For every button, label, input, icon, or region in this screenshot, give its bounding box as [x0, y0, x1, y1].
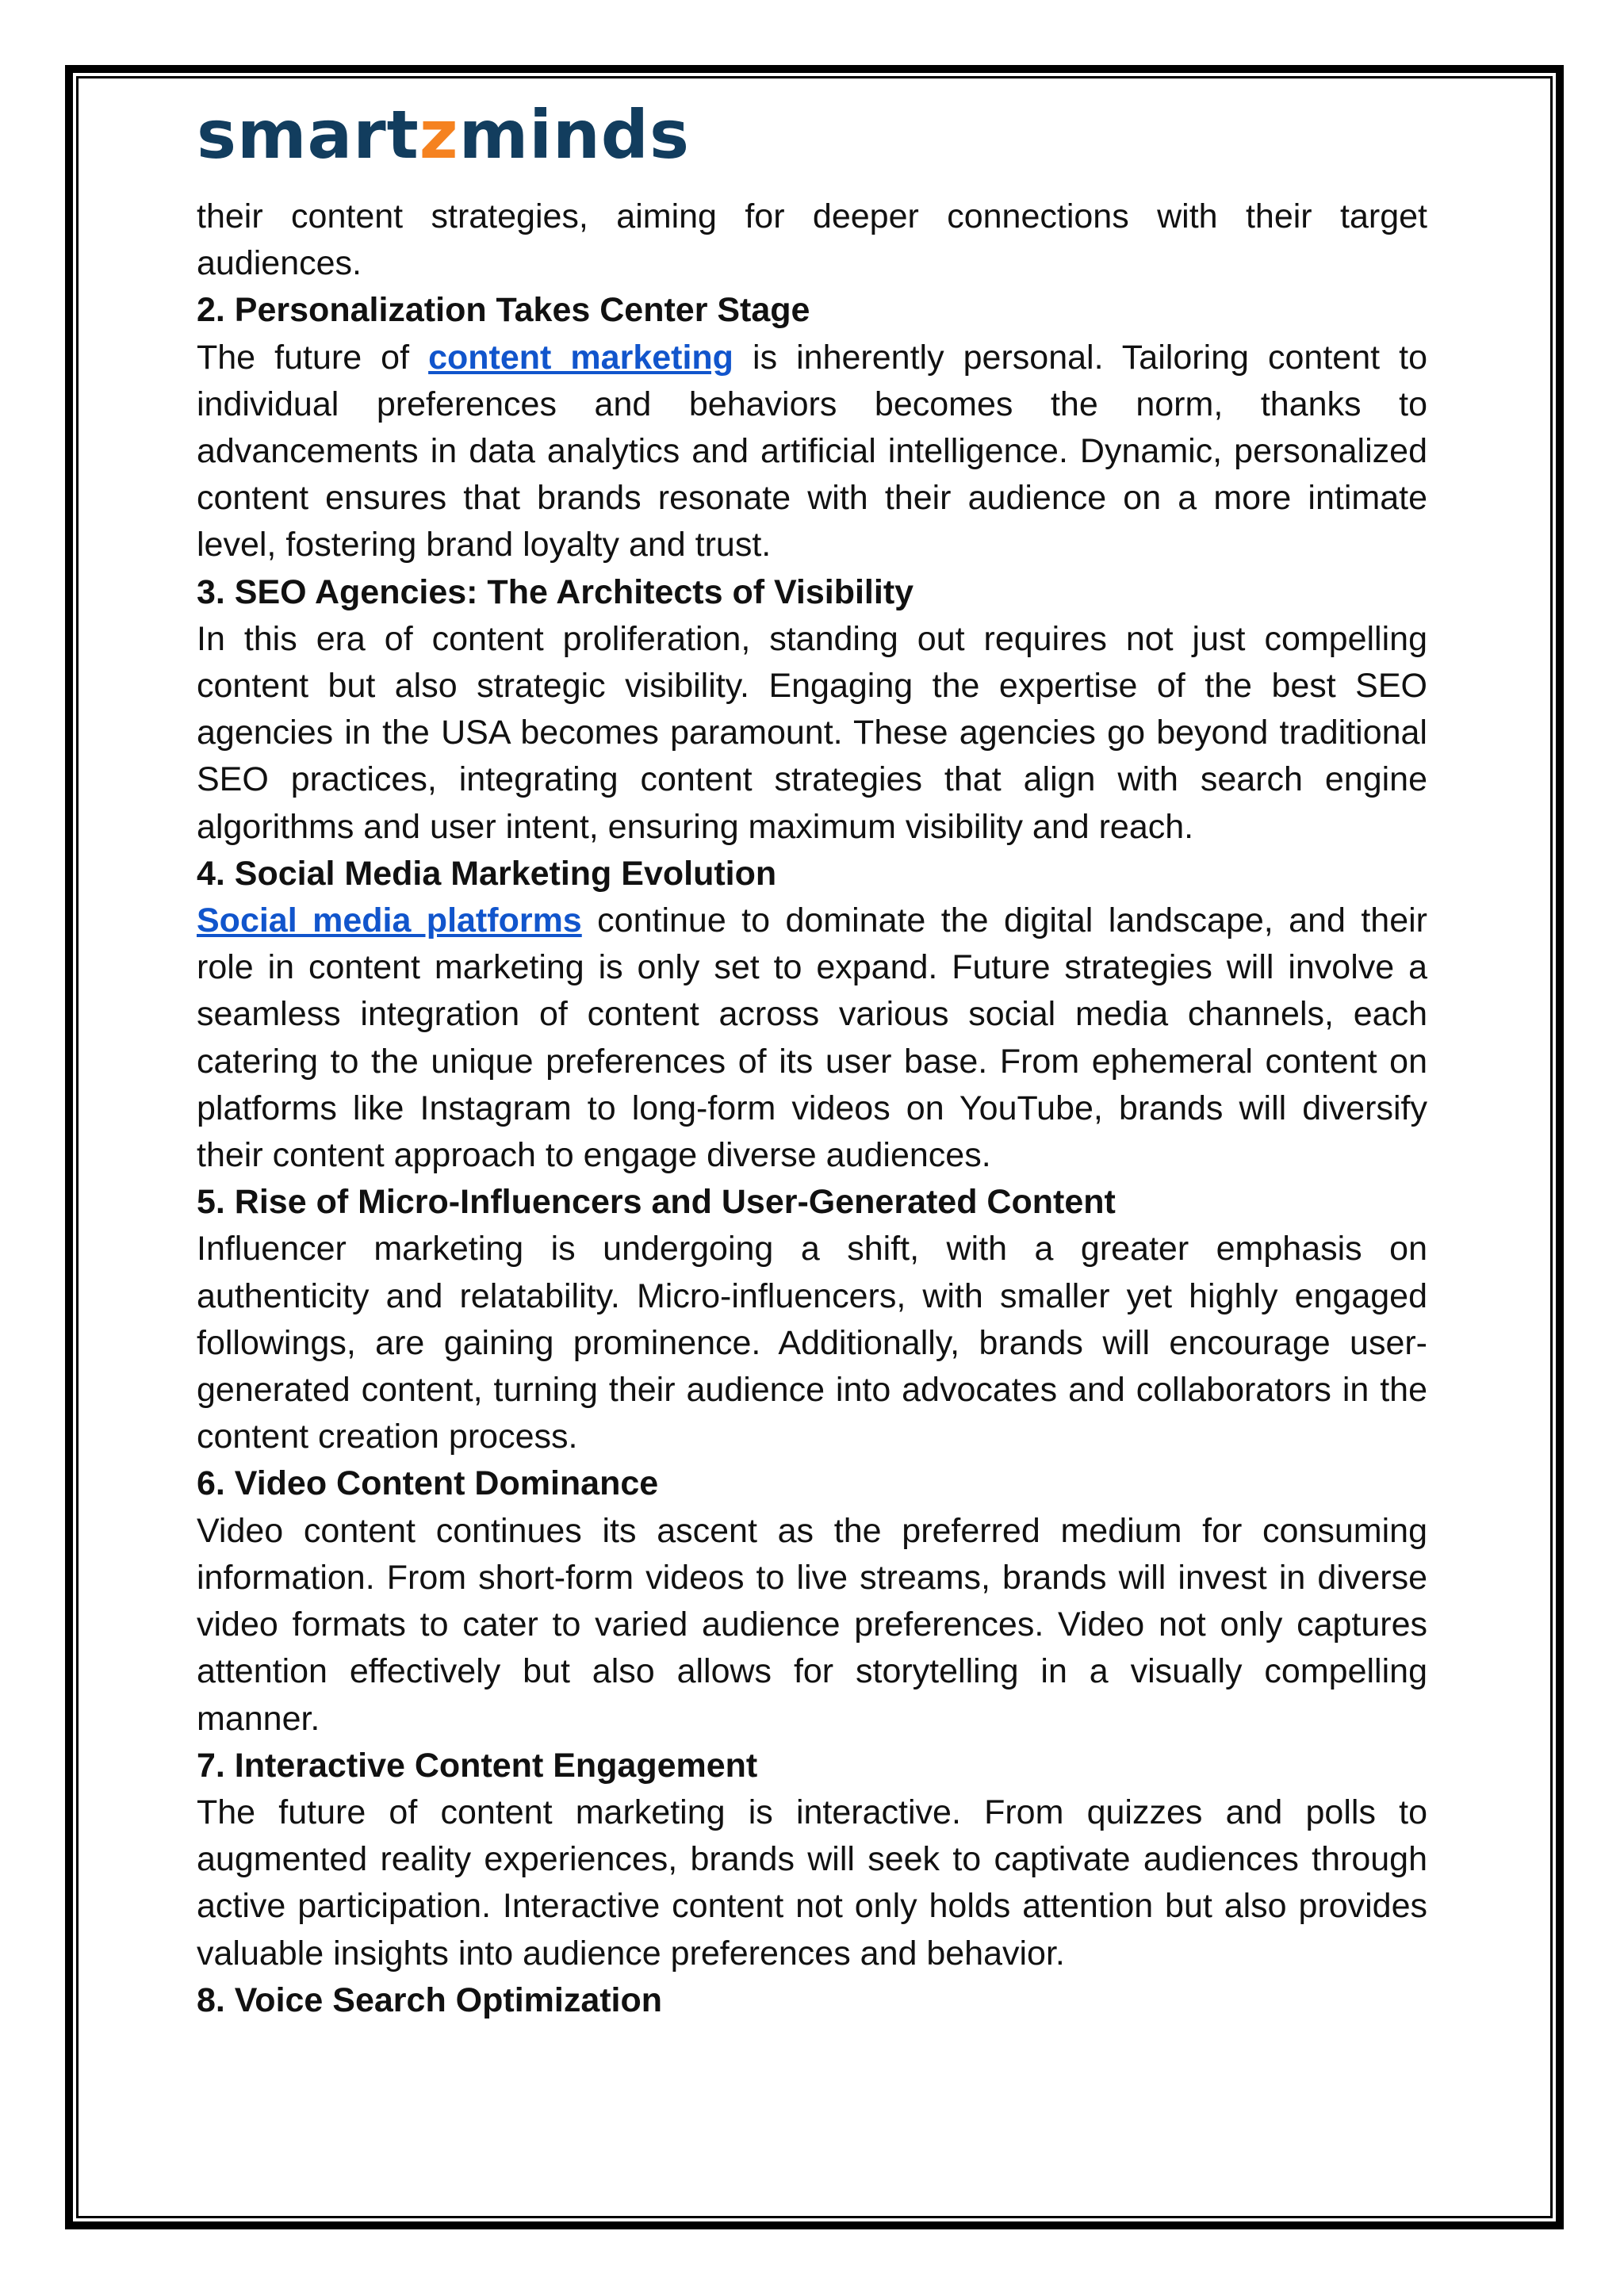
personalization-text-post: is inherently personal. Tailoring content to individual preferences and behaviors becomes the norm, thanks to advancements in data analytics and artificial intelligence. Dynamic, personalized content ensures that brands resonate with their audience on a more intimate level, fostering brand loyalty and trust.	[197, 338, 1427, 564]
logo-z-mark: z	[419, 96, 459, 174]
personalization-text-pre: The future of	[197, 338, 429, 377]
section-heading-personalization: 2. Personalization Takes Center Stage	[197, 291, 810, 330]
section-body-interactive-content: The future of content marketing is interactive. From quizzes and polls to augmented reality experiences, brands will seek to captivate audiences through active participation. Interactive content not only holds attention but also provides valuable insights into audience preferences and behavior.	[197, 1793, 1427, 1973]
content-marketing-link[interactable]: content marketing	[428, 338, 733, 377]
article-body	[197, 193, 1427, 2024]
section-heading-interactive-content: 7. Interactive Content Engagement	[197, 1746, 758, 1785]
social-media-text-post: continue to dominate the digital landscape, and their role in content marketing is only set to expand. Future strategies will involve a seamless integration of content across various social media channels, each catering to the unique preferences of its user base. From ephemeral content on platforms like Instagram to long-form videos on YouTube, brands will diversify their content approach to engage diverse audiences.	[197, 901, 1428, 1175]
section-heading-social-media: 4. Social Media Marketing Evolution	[197, 854, 777, 893]
section-body-video-content: Video content continues its ascent as the preferred medium for consuming information. From short-form videos to live streams, brands will invest in diverse video formats to cater to varied audience preferences. Video not only captures attention effectively but also allows for storytelling in a visually compelling manner.	[197, 1511, 1427, 1738]
section-heading-video-content: 6. Video Content Dominance	[197, 1464, 659, 1503]
social-media-platforms-link[interactable]: Social media platforms	[197, 901, 582, 940]
section-body-seo-agencies: In this era of content proliferation, standing out requires not just compelling content but also strategic visibility. Engaging the expertise of the best SEO agencies in the USA becomes paramount. These agencies go beyond traditional SEO practices, integrating content strategies that align with search engine algorithms and user intent, ensuring maximum visibility and reach.	[197, 619, 1427, 846]
section-heading-seo-agencies: 3. SEO Agencies: The Architects of Visibility	[197, 572, 914, 611]
logo-text-minds: minds	[458, 96, 690, 174]
smartzminds-logo	[197, 89, 690, 174]
section-body-social-media	[197, 897, 1427, 1179]
intro-paragraph: their content strategies, aiming for deeper connections with their target audiences.	[197, 197, 1427, 283]
section-heading-voice-search: 8. Voice Search Optimization	[197, 1980, 663, 2019]
section-body-personalization	[197, 335, 1427, 569]
logo-text-smart: smart	[197, 96, 419, 174]
section-heading-micro-influencers: 5. Rise of Micro-Influencers and User-Generated Content	[197, 1183, 1116, 1222]
section-body-micro-influencers: Influencer marketing is undergoing a shift, with a greater emphasis on authenticity and relatability. Micro-influencers, with smaller yet highly engaged followings, are gaining prominence. Additionally, brands will encourage user-generated content, turning their audience into advocates and collaborators in the content creation process.	[197, 1230, 1427, 1456]
